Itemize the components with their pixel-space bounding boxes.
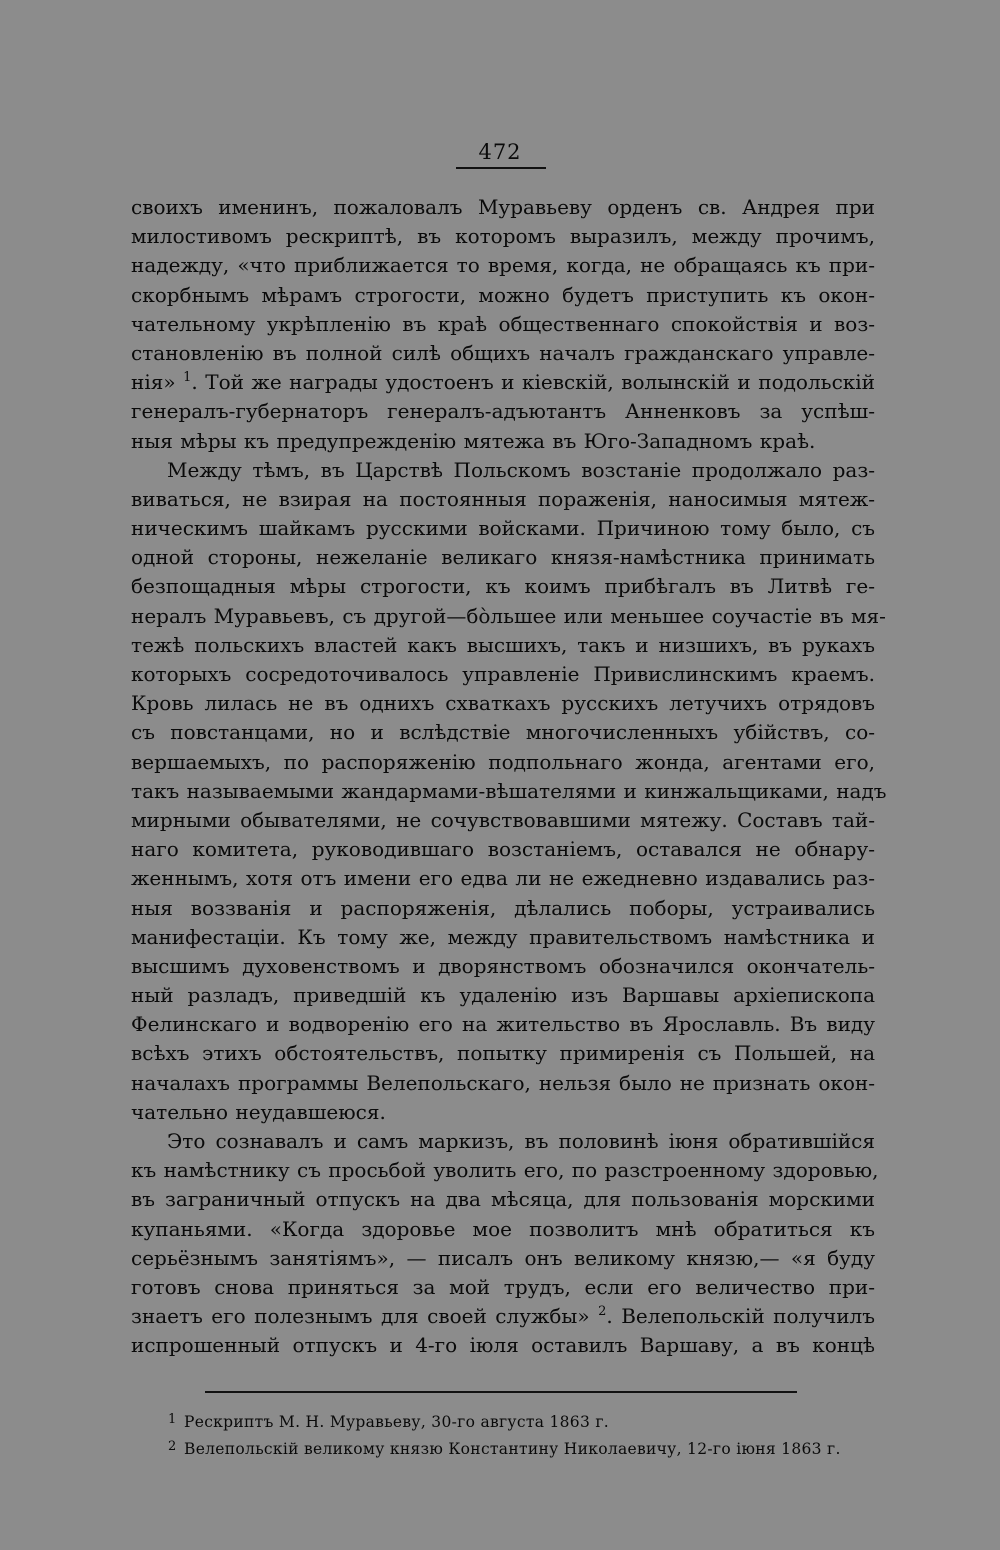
text-line: Между тѣмъ, въ Царствѣ Польскомъ возстаніе продолжало раз-	[167, 457, 875, 482]
text-line: къ намѣстнику съ просьбой уволить его, по разстроенному здоровью,	[131, 1158, 879, 1183]
text-line: Это сознавалъ и самъ маркизъ, въ половинѣ іюня обратившійся	[167, 1129, 875, 1153]
text-line: испрошенный отпускъ и 4-го іюля оставилъ Варшаву, а въ концѣ	[131, 1333, 875, 1358]
text-fragment: . Велепольскій получилъ	[606, 1304, 875, 1329]
text-line: надежду, «что приближается то время, когда, не обращаясь къ при-	[131, 253, 875, 278]
footnote-mark: 2	[168, 1439, 177, 1454]
page-number: 472	[478, 140, 522, 164]
body-text	[131, 193, 887, 1361]
text-fragment: . Той же награды удостоенъ и кіевскій, волынскій и подольскій	[191, 370, 875, 395]
text-line: ныя воззванія и распоряженія, дѣлались поборы, устраивались	[131, 895, 875, 920]
text-line: такъ называемыми жандармами-вѣшателями и кинжальщиками, надъ	[131, 778, 887, 803]
text-line: чательному укрѣпленію въ краѣ общественнаго спокойствія и воз-	[131, 311, 875, 336]
text-line: Кровь лилась не въ однихъ схваткахъ русскихъ летучихъ отрядовъ	[131, 691, 875, 716]
text-line: своихъ именинъ, пожаловалъ Муравьеву орденъ св. Андрея при	[131, 195, 875, 219]
text-line: мирными обывателями, не сочувствовавшими мятежу. Составъ тай-	[131, 807, 875, 832]
footnote-ref-1: 1	[183, 370, 192, 386]
text-line: милостивомъ рескриптѣ, въ которомъ выразилъ, между прочимъ,	[131, 224, 875, 249]
text-line: ный разладъ, приведшій къ удаленію изъ Варшавы архіепископа	[131, 983, 875, 1008]
footnote-separator	[205, 1391, 797, 1393]
page-number-rule	[456, 167, 546, 169]
text-line: скорбнымъ мѣрамъ строгости, можно будетъ приступить къ окон-	[131, 282, 875, 307]
text-line: виваться, не взирая на постоянныя пораженія, наносимыя мятеж-	[131, 486, 875, 511]
text-line: женнымъ, хотя отъ имени его едва ли не ежедневно издавались раз-	[131, 866, 875, 891]
footnote-text: Рескриптъ М. Н. Муравьеву, 30-го августа 1863 г.	[184, 1413, 609, 1431]
text-line: высшимъ духовенствомъ и дворянствомъ обозначился окончатель-	[131, 953, 875, 978]
footnote-2	[168, 1436, 878, 1463]
text-line: генералъ-губернаторъ генералъ-адъютантъ Анненковъ за успѣш-	[131, 399, 875, 424]
text-line: одной стороны, нежеланіе великаго князя-намѣстника принимать	[131, 545, 875, 570]
text-line: нералъ Муравьевъ, съ другой—бо̀льшее или меньшее соучастіе въ мя-	[131, 603, 886, 628]
text-line: манифестаціи. Къ тому же, между правительствомъ намѣстника и	[131, 924, 875, 949]
text-line: началахъ программы Велепольскаго, нельзя было не признать окон-	[131, 1070, 875, 1095]
text-line: въ заграничный отпускъ на два мѣсяца, для пользованія морскими	[131, 1187, 875, 1212]
text-line: Фелинскаго и водворенію его на жительство въ Ярославль. Въ виду	[131, 1012, 875, 1037]
text-line: становленію въ полной силѣ общихъ началъ гражданскаго управле-	[131, 340, 875, 365]
text-line: чательно неудавшеюся.	[131, 1099, 386, 1124]
text-line: съ повстанцами, но и вслѣдствіе многочисленныхъ убійствъ, со-	[131, 720, 875, 745]
text-line: готовъ снова приняться за мой трудъ, если его величество при-	[131, 1274, 875, 1299]
text-line: наго комитета, руководившаго возстаніемъ, оставался не обнару-	[131, 837, 875, 862]
text-line: купаньями. «Когда здоровье мое позволитъ мнѣ обратиться къ	[131, 1216, 875, 1241]
text-line: ныя мѣры къ предупрежденію мятежа въ Юго-Западномъ краѣ.	[131, 428, 816, 453]
text-line: всѣхъ этихъ обстоятельствъ, попытку примиренія съ Польшей, на	[131, 1041, 875, 1066]
footnote-ref-2: 2	[598, 1304, 607, 1320]
text-line: тежѣ польскихъ властей какъ высшихъ, такъ и низшихъ, въ рукахъ	[131, 632, 875, 657]
text-fragment: нія»	[131, 370, 176, 395]
text-line: безпощадныя мѣры строгости, къ коимъ прибѣгалъ въ Литвѣ ге-	[131, 574, 875, 599]
text-line-with-footnote	[131, 368, 875, 397]
footnotes	[168, 1409, 878, 1463]
text-line-with-footnote	[131, 1302, 875, 1331]
text-line: ническимъ шайкамъ русскими войсками. Причиною тому было, съ	[131, 516, 875, 541]
text-line: серьёзнымъ занятіямъ», — писалъ онъ великому князю,— «я буду	[131, 1245, 875, 1270]
footnote-text: Велепольскій великому князю Константину Николаевичу, 12-го іюня 1863 г.	[184, 1440, 841, 1458]
text-fragment: знаетъ его полезнымъ для своей службы»	[131, 1304, 590, 1329]
text-line: вершаемыхъ, по распоряженію подпольнаго жонда, агентами его,	[131, 749, 875, 774]
text-line: которыхъ сосредоточивалось управленіе Привислинскимъ краемъ.	[131, 662, 875, 686]
footnote-mark: 1	[168, 1412, 177, 1427]
footnote-1	[168, 1409, 878, 1436]
